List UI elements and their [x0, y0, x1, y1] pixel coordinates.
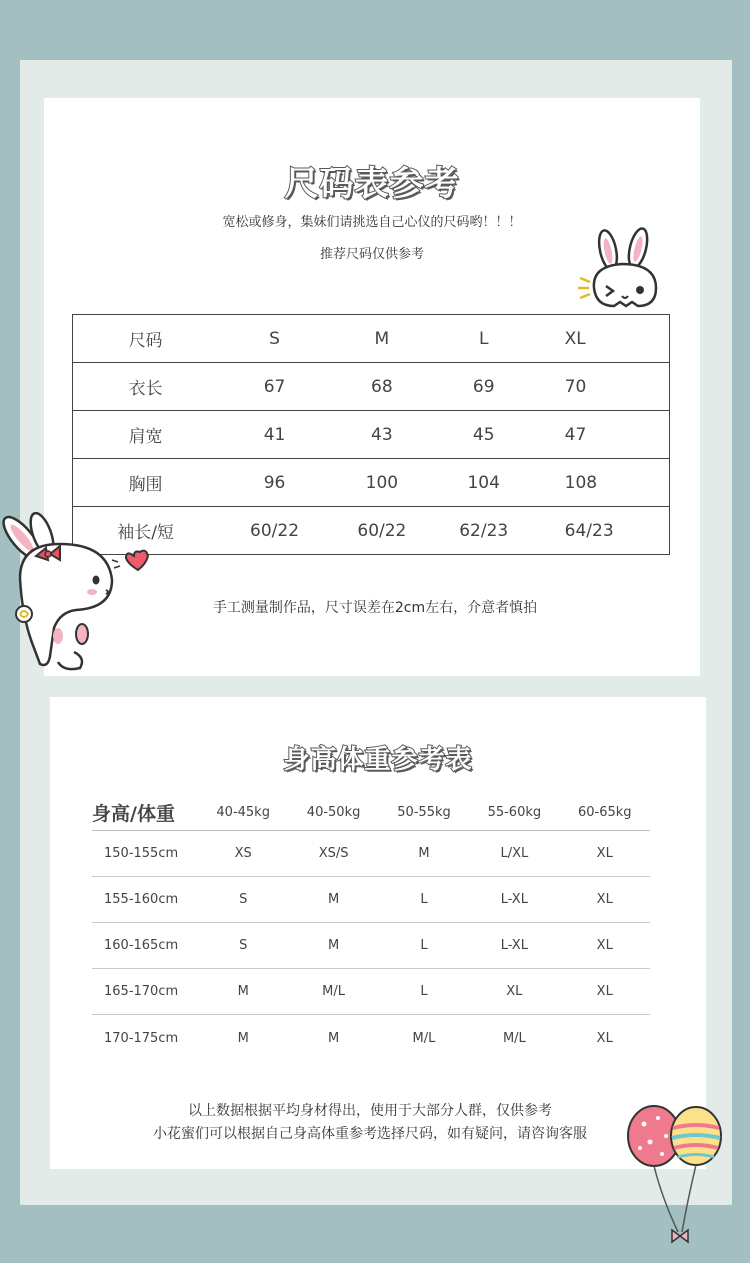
balloons-icon [622, 1102, 728, 1252]
table-cell: XL [506, 984, 523, 999]
table-cell: 69 [433, 363, 535, 411]
table-cell: 70 [535, 363, 670, 411]
table-cell: M/L [412, 1030, 436, 1046]
table-cell: L [420, 984, 428, 999]
table-cell: M [237, 984, 249, 999]
table-cell: XL [535, 315, 670, 363]
table-cell: 胸围 [73, 459, 219, 507]
table-cell: 47 [535, 411, 670, 459]
table-cell: S [239, 892, 248, 907]
table-row [73, 411, 670, 459]
header-cell: 60-65kg [577, 805, 632, 820]
table-cell: M/L [502, 1030, 526, 1046]
table-cell: M [327, 938, 340, 953]
header-cell: 55-60kg [487, 805, 542, 820]
table-cell: XS [234, 846, 252, 861]
table-cell: 60/22 [218, 507, 331, 555]
table-cell: 160-165cm [104, 938, 179, 953]
table-cell: 64/23 [535, 507, 670, 555]
table-cell: M [327, 1030, 340, 1046]
table-cell: 67 [218, 363, 331, 411]
table-cell: M/L [322, 984, 345, 999]
table-row [92, 969, 650, 1015]
table-cell: L [420, 938, 428, 953]
table-cell: 袖长/短 [73, 507, 219, 555]
table-cell: S [239, 938, 248, 953]
table-cell: XL [596, 938, 613, 953]
table-row [92, 923, 650, 969]
header-cell: 50-55kg [397, 805, 451, 820]
table-cell: 衣长 [73, 363, 219, 411]
table-cell: M [418, 846, 430, 861]
table-cell: 155-160cm [104, 892, 179, 907]
table-cell: XS/S [318, 846, 349, 861]
table-cell: 150-155cm [104, 846, 179, 861]
table-cell: L [420, 892, 428, 907]
table-cell: 肩宽 [73, 411, 219, 459]
table-cell: 165-170cm [104, 984, 179, 999]
table-cell: L [433, 315, 535, 363]
table-cell: 43 [331, 411, 433, 459]
table-cell: XL [596, 984, 613, 999]
table-header-row [92, 795, 650, 831]
table-cell: L/XL [500, 846, 529, 861]
table-row [92, 877, 650, 923]
table-cell: XL [596, 846, 613, 861]
header-cell: 40-45kg [216, 805, 270, 820]
contact-note: 小花蜜们可以根据自己身高体重参考选择尺码，如有疑问，请咨询客服 [153, 1126, 587, 1142]
table-cell: 60/22 [331, 507, 433, 555]
winking-bunny-icon [576, 226, 666, 312]
table-row [92, 831, 650, 877]
height-weight-table [92, 795, 650, 1061]
table-row [73, 507, 670, 555]
table-row [73, 459, 670, 507]
table-cell: 45 [433, 411, 535, 459]
table-cell: 108 [535, 459, 670, 507]
header-cell: 身高/体重 [92, 803, 175, 825]
table-row [73, 363, 670, 411]
header-cell: 40-50kg [306, 805, 361, 820]
size-table [72, 314, 670, 555]
measurement-note: 手工测量制作品，尺寸误差在2cm左右，介意者慎拍 [212, 600, 538, 616]
table-cell: 170-175cm [104, 1030, 179, 1046]
height-weight-title: 身高体重参考表 [283, 745, 473, 775]
table-cell: 62/23 [433, 507, 535, 555]
table-cell: 68 [331, 363, 433, 411]
table-cell: XL [596, 1030, 613, 1046]
table-cell: L-XL [500, 938, 528, 953]
table-cell: 尺码 [73, 315, 219, 363]
table-cell: M [331, 315, 433, 363]
table-cell: 104 [433, 459, 535, 507]
size-chart-subtitle: 宽松或修身，集妹们请挑选自己心仪的尺码哟！！！ [222, 215, 522, 230]
table-row [73, 315, 670, 363]
table-cell: 100 [331, 459, 433, 507]
size-chart-recommend: 推荐尺码仅供参考 [319, 247, 424, 262]
table-cell: 96 [218, 459, 331, 507]
size-chart-title: 尺码表参考 [284, 164, 460, 204]
table-cell: XL [596, 892, 613, 907]
reference-note: 以上数据根据平均身材得出，使用于大部分人群，仅供参考 [188, 1103, 552, 1119]
bunny-with-bow-icon [0, 508, 152, 676]
table-row [92, 1015, 650, 1061]
table-cell: M [327, 892, 340, 907]
table-cell: L-XL [500, 892, 528, 907]
table-cell: S [218, 315, 331, 363]
table-cell: 41 [218, 411, 331, 459]
table-cell: M [237, 1030, 249, 1046]
